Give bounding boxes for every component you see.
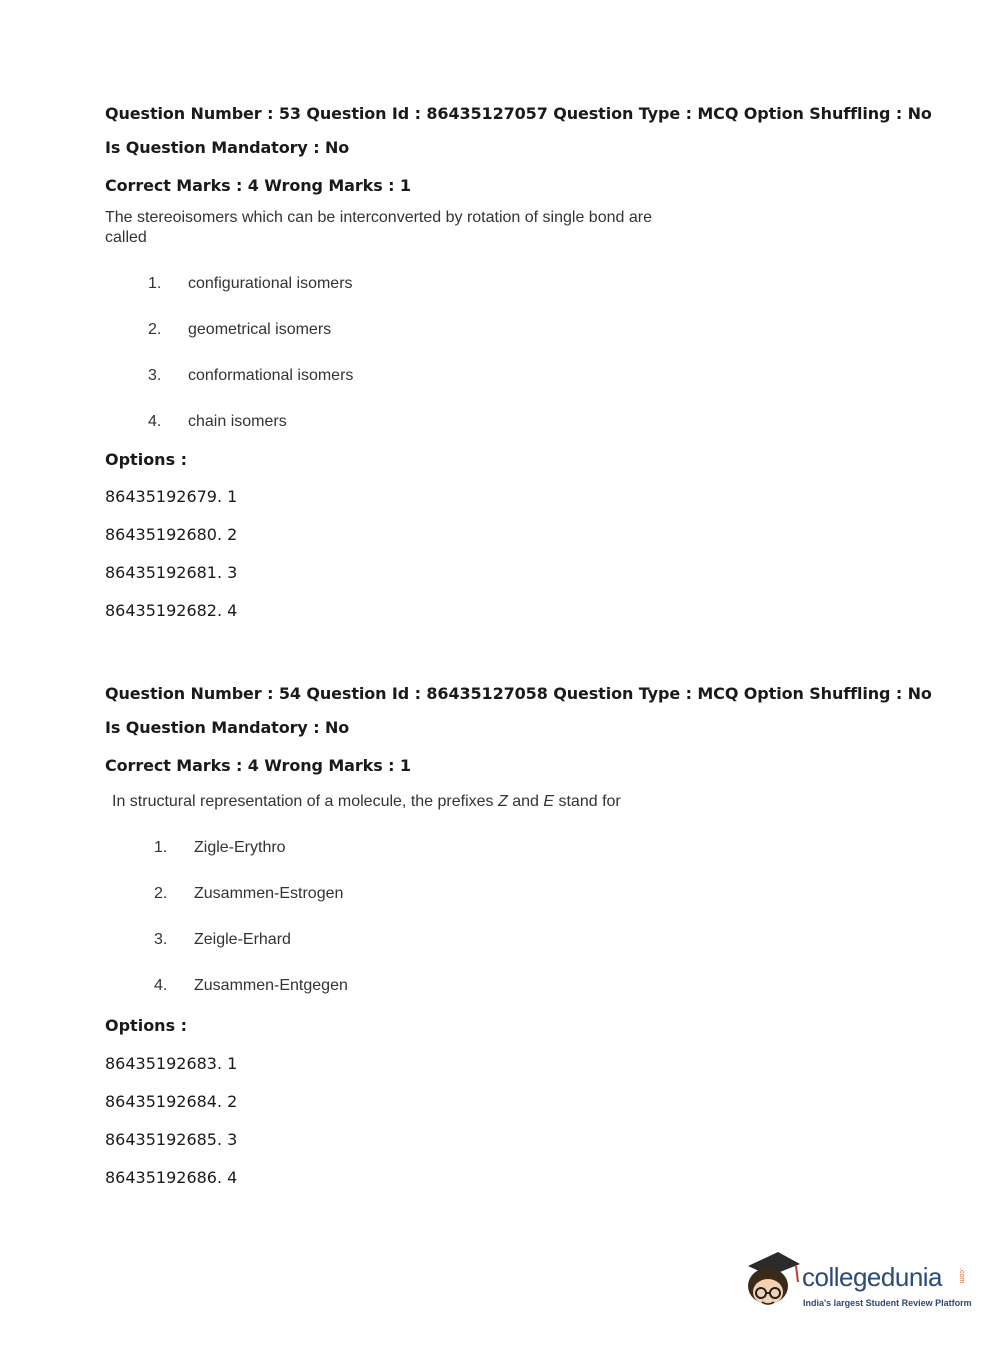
- choice-text: Zusammen-Entgegen: [194, 977, 348, 994]
- choice-number: 1.: [148, 275, 162, 292]
- question-mandatory: Is Question Mandatory : No: [105, 718, 350, 737]
- logo-wordmark: collegedunia: [802, 1262, 943, 1292]
- option-id: 86435192681. 3: [105, 563, 238, 582]
- choice-number: 2.: [154, 885, 168, 902]
- choice-text: Zusammen-Estrogen: [194, 885, 344, 902]
- question-marks: Correct Marks : 4 Wrong Marks : 1: [105, 756, 411, 775]
- choice-number: 3.: [148, 367, 162, 384]
- choice-text: conformational isomers: [188, 367, 354, 384]
- stem-prefix-e: E: [543, 793, 555, 810]
- question-stem: [112, 792, 972, 812]
- option-id: 86435192683. 1: [105, 1054, 238, 1073]
- question-header: Question Number : 54 Question Id : 86435127058 Question Type : MCQ Option Shuffling : No: [105, 684, 932, 703]
- choice-text: Zigle-Erythro: [194, 839, 286, 856]
- choice-number: 4.: [154, 977, 168, 994]
- stem-text: stand for: [554, 793, 621, 810]
- options-label: Options :: [105, 1016, 188, 1035]
- logo-suffix: .com: [958, 1268, 965, 1284]
- choice-text: configurational isomers: [188, 275, 353, 292]
- stem-prefix-z: Z: [497, 793, 508, 810]
- mascot-icon: [740, 1248, 802, 1314]
- choice-text: geometrical isomers: [188, 321, 332, 338]
- question-mandatory: Is Question Mandatory : No: [105, 138, 350, 157]
- choice-number: 1.: [154, 839, 168, 856]
- question-marks: Correct Marks : 4 Wrong Marks : 1: [105, 176, 411, 195]
- choice-number: 4.: [148, 413, 162, 430]
- stem-text: and: [507, 793, 544, 810]
- option-id: 86435192682. 4: [105, 601, 238, 620]
- option-id: 86435192686. 4: [105, 1168, 238, 1187]
- options-label: Options :: [105, 450, 188, 469]
- option-id: 86435192684. 2: [105, 1092, 238, 1111]
- logo-tagline: India's largest Student Review Platform: [803, 1298, 972, 1308]
- question-header: Question Number : 53 Question Id : 86435127057 Question Type : MCQ Option Shuffling : No: [105, 104, 932, 123]
- collegedunia-logo[interactable]: [740, 1248, 970, 1318]
- choice-number: 2.: [148, 321, 162, 338]
- option-id: 86435192680. 2: [105, 525, 238, 544]
- option-id: 86435192679. 1: [105, 487, 238, 506]
- option-id: 86435192685. 3: [105, 1130, 238, 1149]
- choice-number: 3.: [154, 931, 168, 948]
- question-stem-line1: The stereoisomers which can be interconverted by rotation of single bond are: [105, 209, 652, 226]
- stem-text: In structural representation of a molecule, the prefixes: [112, 793, 498, 810]
- choice-text: chain isomers: [188, 413, 287, 430]
- question-stem-line2: called: [105, 229, 147, 246]
- choice-text: Zeigle-Erhard: [194, 931, 291, 948]
